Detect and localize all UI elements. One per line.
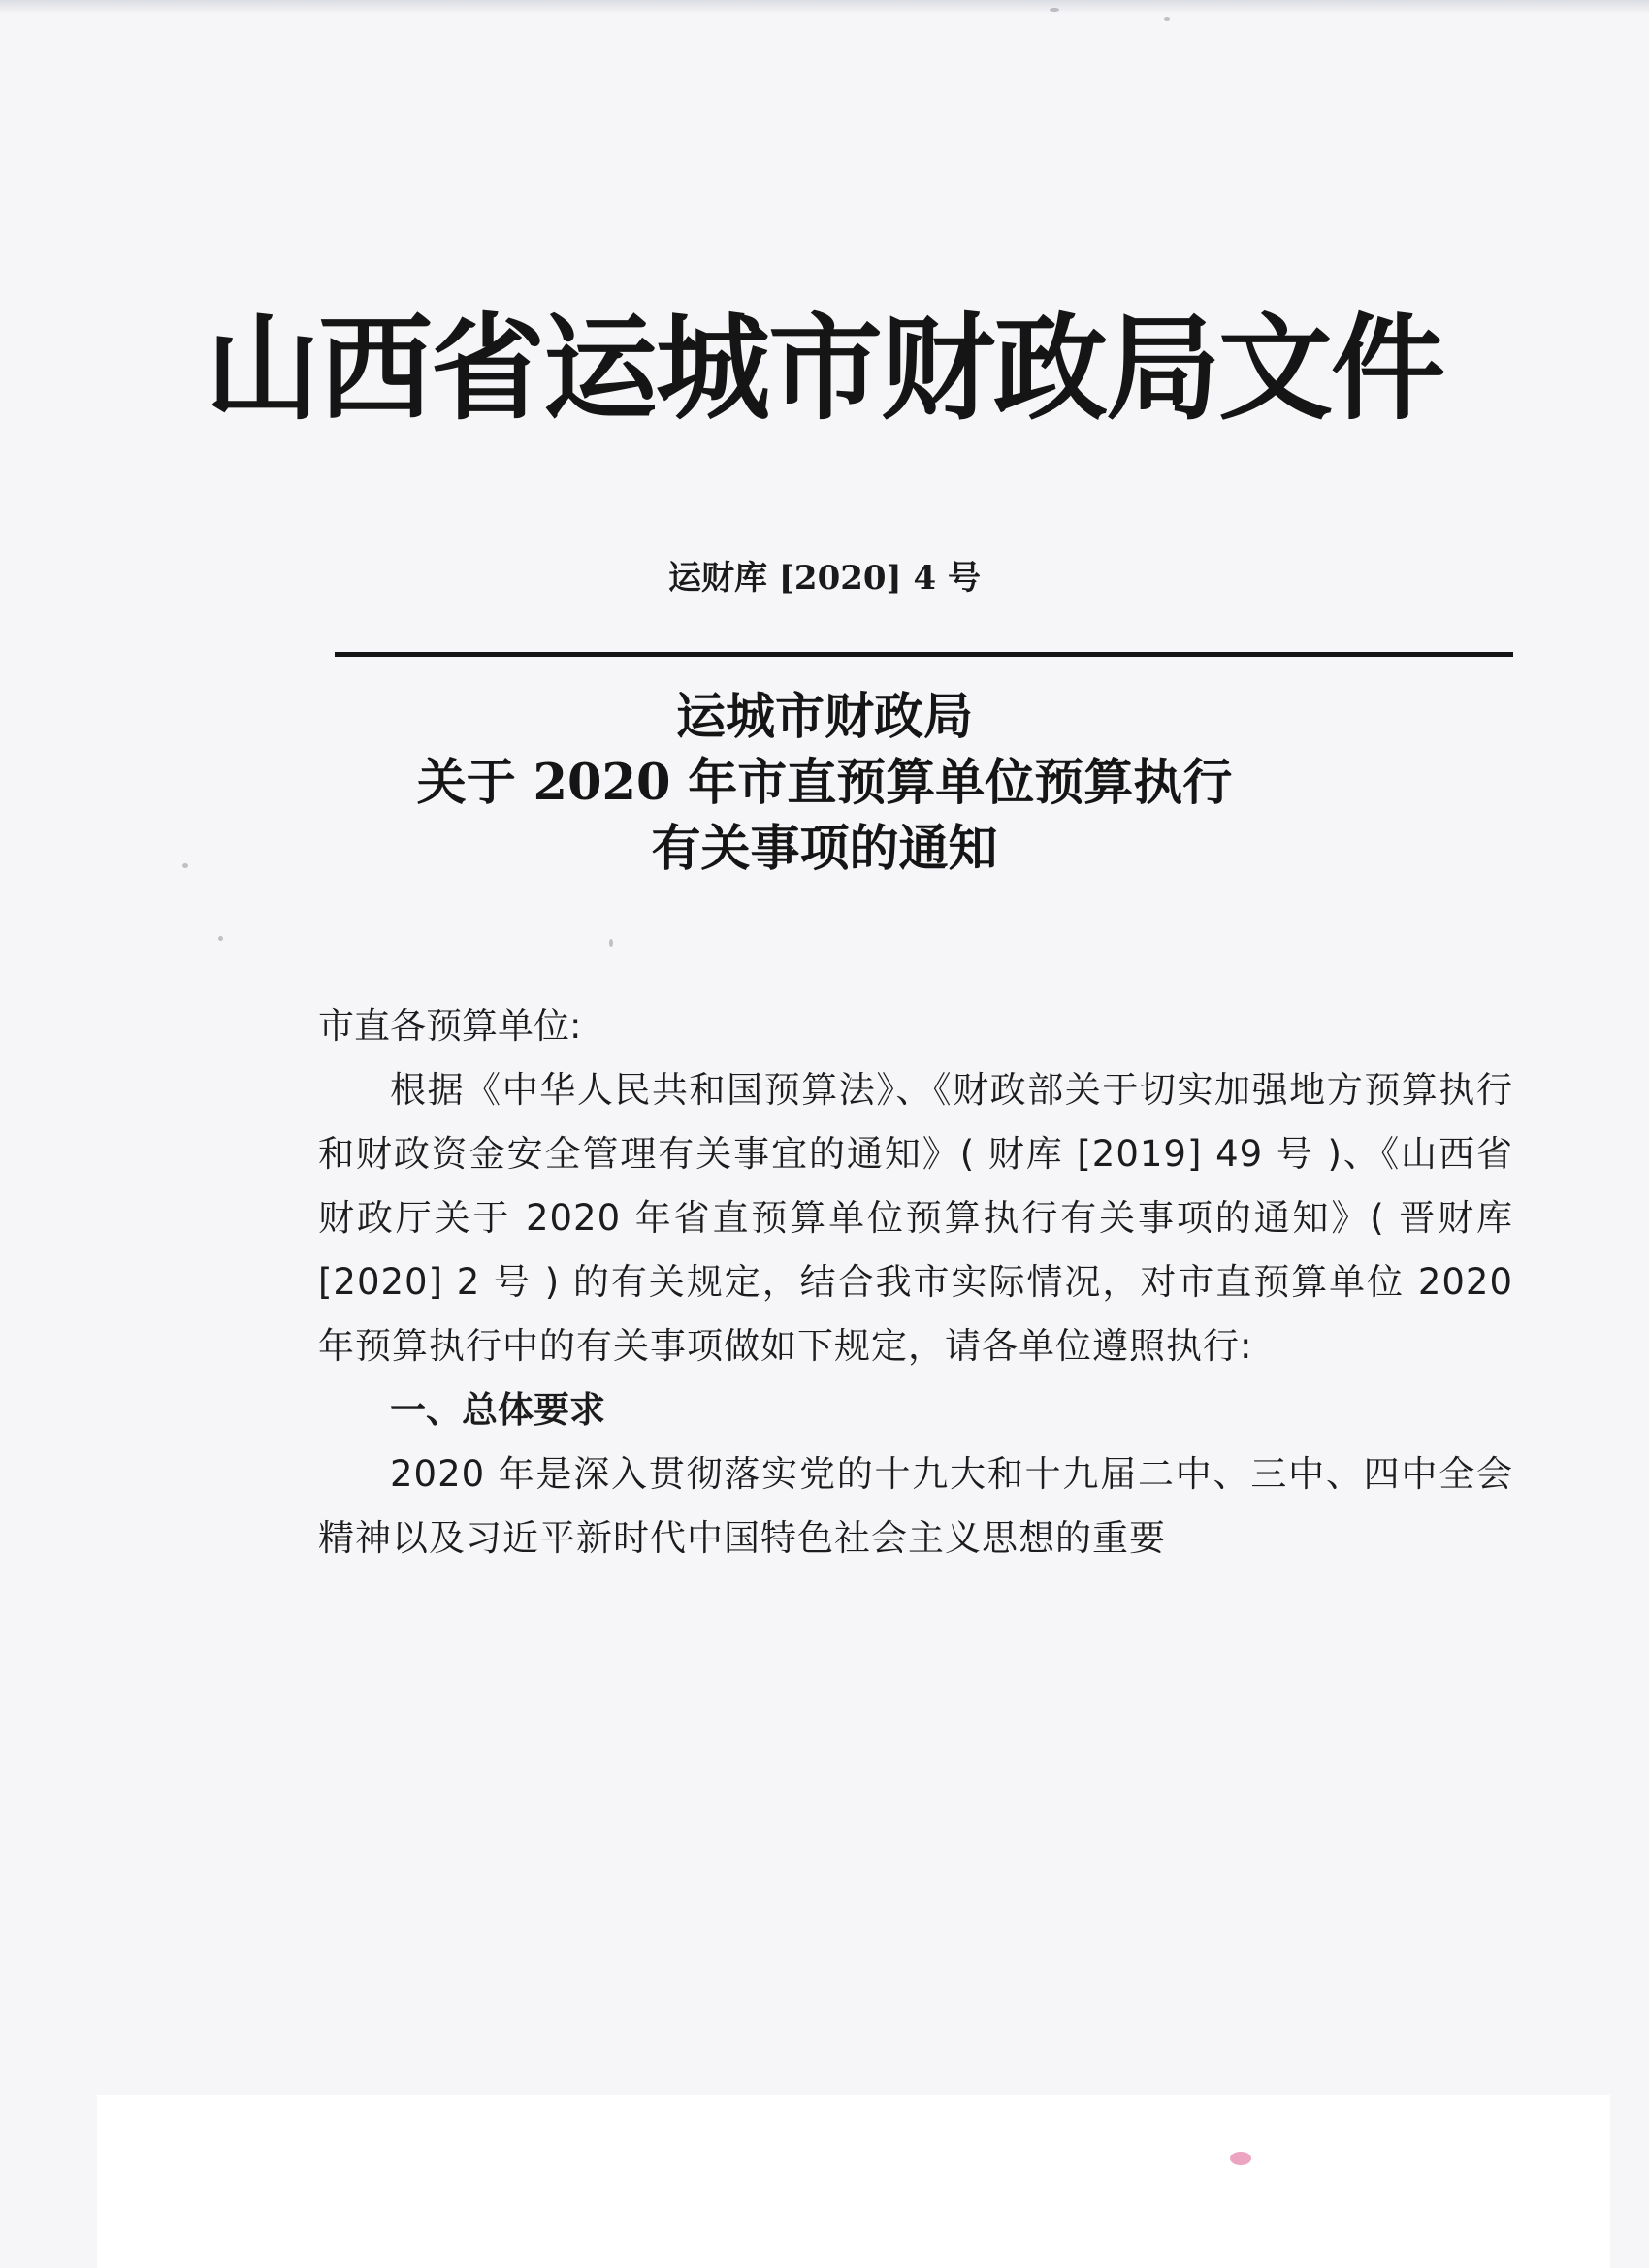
section-heading-general-requirements: 一、总体要求 [390, 1389, 605, 1431]
title-line-2: 关于 2020 年市直预算单位预算执行 [416, 754, 1233, 812]
title-line-1: 运城市财政局 [675, 688, 973, 746]
ink-mark [1230, 2152, 1251, 2165]
document-header: 山西省运城市财政局文件 [205, 301, 1443, 436]
scan-speck [1050, 8, 1059, 12]
scan-edge [0, 0, 1649, 14]
document-number: 运财库 [2020] 4 号 [668, 559, 981, 598]
paragraph-intro: 根据《中华人民共和国预算法》、《财政部关于切实加强地方预算执行和财政资金安全管理有关事宜的通知》( 财库 [2019] 49 号 )、《山西省财政厅关于 2020 年省直预算单位预算执行有关事项的通知》( 晋财库 [2020] 2 号 ) 的有关规定，结合我市实际情况，对市直预算单位 2020 年预算执行中的有关事项做如下规定，请各单位遵照执行: [318, 1069, 1513, 1367]
paragraph-general-requirements: 2020 年是深入贯彻落实党的十九大和十九届二中、三中、四中全会精神以及习近平新时代中国特色社会主义思想的重要 [318, 1453, 1513, 1559]
scan-speck [218, 936, 223, 941]
scan-margin [97, 2095, 1610, 2268]
title-line-3: 有关事项的通知 [651, 820, 998, 878]
salutation: 市直各预算单位: [318, 1005, 582, 1047]
document-title [0, 684, 1649, 882]
header-divider [335, 652, 1513, 657]
document-body [318, 994, 1513, 1571]
scan-speck [1164, 17, 1170, 21]
scan-speck [609, 939, 613, 947]
